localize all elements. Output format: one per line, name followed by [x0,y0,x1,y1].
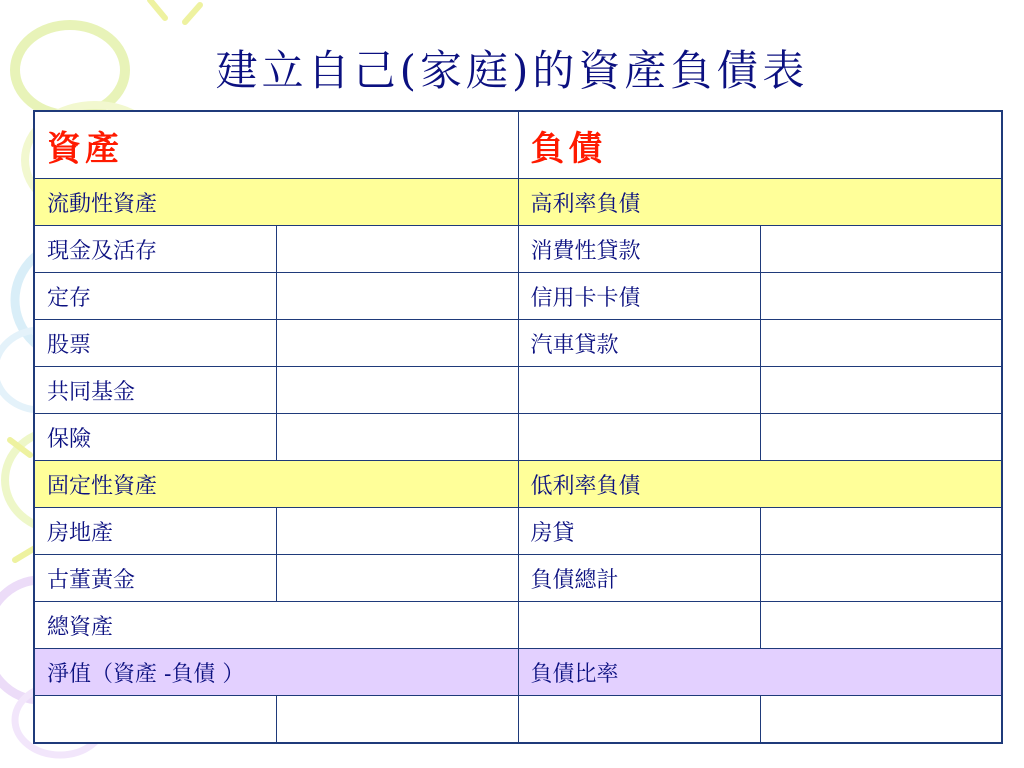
car-loans-label: 汽車貸款 [518,320,760,367]
net-worth-label: 淨值（資產 -負債 ） [34,649,518,696]
cash-deposits-value-cell[interactable] [276,226,518,273]
stocks-label: 股票 [34,320,276,367]
table-row [34,320,1002,367]
empty-liability-label-cell[interactable] [518,602,760,649]
car-loans-value-cell[interactable] [760,320,1002,367]
antiques-gold-value-cell[interactable] [276,555,518,602]
table-row [34,273,1002,320]
table-row [34,226,1002,273]
mutual-funds-label: 共同基金 [34,367,276,414]
table-row [34,555,1002,602]
balance-sheet-table [33,110,1003,744]
insurance-label: 保險 [34,414,276,461]
debt-ratio-value-cell[interactable] [518,696,760,744]
real-estate-label: 房地產 [34,508,276,555]
credit-card-debt-value-cell[interactable] [760,273,1002,320]
table-row [34,602,1002,649]
table-row [34,508,1002,555]
net-worth-extra-cell[interactable] [276,696,518,744]
table-row [34,414,1002,461]
credit-card-debt-label: 信用卡卡債 [518,273,760,320]
debt-ratio-label: 負債比率 [518,649,1002,696]
empty-liability-value-cell[interactable] [760,367,1002,414]
page-title: 建立自己(家庭)的資產負債表 [215,46,809,95]
empty-liability-label-cell[interactable] [518,414,760,461]
stocks-value-cell[interactable] [276,320,518,367]
insurance-value-cell[interactable] [276,414,518,461]
empty-liability-label-cell[interactable] [518,367,760,414]
current-assets-label: 流動性資產 [34,179,518,226]
total-liabilities-value-cell[interactable] [760,555,1002,602]
mortgage-label: 房貸 [518,508,760,555]
table-row [34,696,1002,744]
liabilities-header: 負債 [518,111,1002,179]
mutual-funds-value-cell[interactable] [276,367,518,414]
empty-liability-value-cell[interactable] [760,414,1002,461]
consumer-loans-label: 消費性貸款 [518,226,760,273]
consumer-loans-value-cell[interactable] [760,226,1002,273]
table-row [34,461,1002,508]
cash-deposits-label: 現金及活存 [34,226,276,273]
table-row [34,649,1002,696]
table-row [34,367,1002,414]
low-interest-liabilities-label: 低利率負債 [518,461,1002,508]
total-assets-label: 總資產 [34,602,518,649]
table-row [34,179,1002,226]
total-liabilities-label: 負債總計 [518,555,760,602]
fixed-assets-label: 固定性資產 [34,461,518,508]
time-deposits-value-cell[interactable] [276,273,518,320]
mortgage-value-cell[interactable] [760,508,1002,555]
antiques-gold-label: 古董黃金 [34,555,276,602]
table-header-row [34,111,1002,179]
debt-ratio-extra-cell[interactable] [760,696,1002,744]
real-estate-value-cell[interactable] [276,508,518,555]
assets-header: 資產 [34,111,518,179]
high-interest-liabilities-label: 高利率負債 [518,179,1002,226]
time-deposits-label: 定存 [34,273,276,320]
net-worth-value-cell[interactable] [34,696,276,744]
empty-liability-value-cell[interactable] [760,602,1002,649]
